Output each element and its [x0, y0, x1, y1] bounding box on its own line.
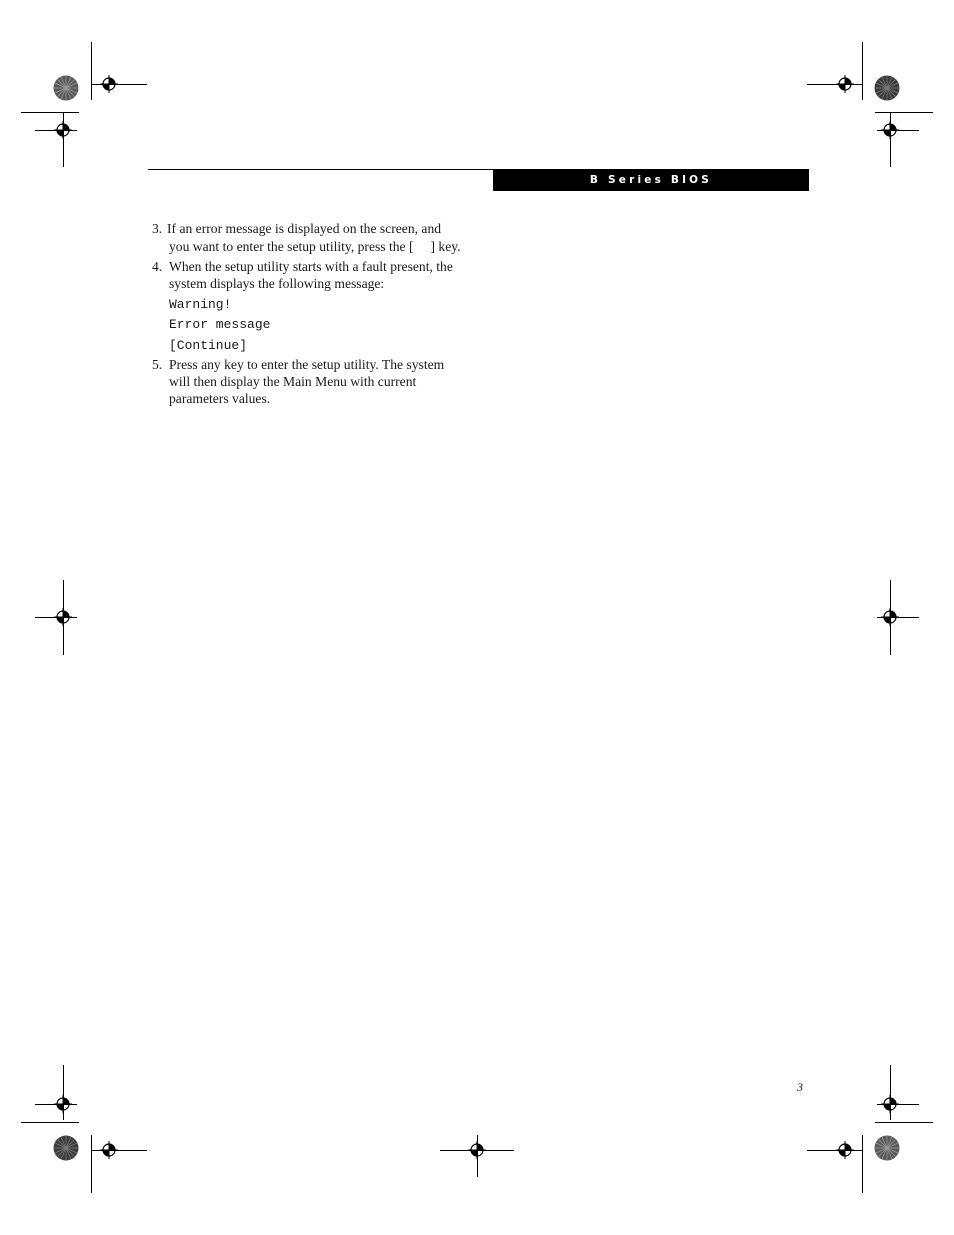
message-line: Error message: [169, 317, 271, 332]
header-rule: [148, 169, 494, 170]
step-text-line: you want to enter the setup utility, press the [ ] key.: [169, 239, 461, 254]
step-text-line: Press any key to enter the setup utility. The system: [169, 357, 445, 372]
section-header-bar: [493, 169, 809, 191]
crop-mark: [91, 42, 92, 100]
starburst-disc-icon: [53, 75, 79, 101]
registration-target-icon: [54, 1095, 72, 1113]
registration-target-icon: [468, 1141, 486, 1159]
crop-mark: [875, 1122, 933, 1123]
registration-target-icon: [881, 608, 899, 626]
step-text-line: If an error message is displayed on the screen, and: [167, 221, 442, 236]
crop-mark: [21, 112, 79, 113]
step-text-line: will then display the Main Menu with current: [169, 374, 417, 389]
registration-target-icon: [836, 1141, 854, 1159]
registration-target-icon: [881, 121, 899, 139]
crop-mark: [862, 42, 863, 100]
registration-target-icon: [100, 75, 118, 93]
page-number: 3: [797, 1080, 803, 1094]
registration-target-icon: [881, 1095, 899, 1113]
registration-target-icon: [836, 75, 854, 93]
registration-target-icon: [54, 608, 72, 626]
section-title: B Series BIOS: [589, 174, 713, 186]
message-line: [Continue]: [169, 338, 248, 353]
step-number: 3.: [152, 221, 163, 236]
step-text-line: system displays the following message:: [169, 276, 385, 291]
step-text-line: parameters values.: [169, 391, 271, 406]
step-text-line: When the setup utility starts with a fault present, the: [169, 259, 453, 274]
message-line: Warning!: [169, 297, 232, 312]
starburst-disc-icon: [874, 1135, 900, 1161]
step-number: 5.: [152, 357, 163, 372]
starburst-disc-icon: [874, 75, 900, 101]
registration-target-icon: [100, 1141, 118, 1159]
registration-target-icon: [54, 121, 72, 139]
crop-mark: [862, 1135, 863, 1193]
crop-mark: [875, 112, 933, 113]
crop-mark: [91, 1135, 92, 1193]
starburst-disc-icon: [53, 1135, 79, 1161]
step-number: 4.: [152, 259, 163, 274]
crop-mark: [21, 1122, 79, 1123]
